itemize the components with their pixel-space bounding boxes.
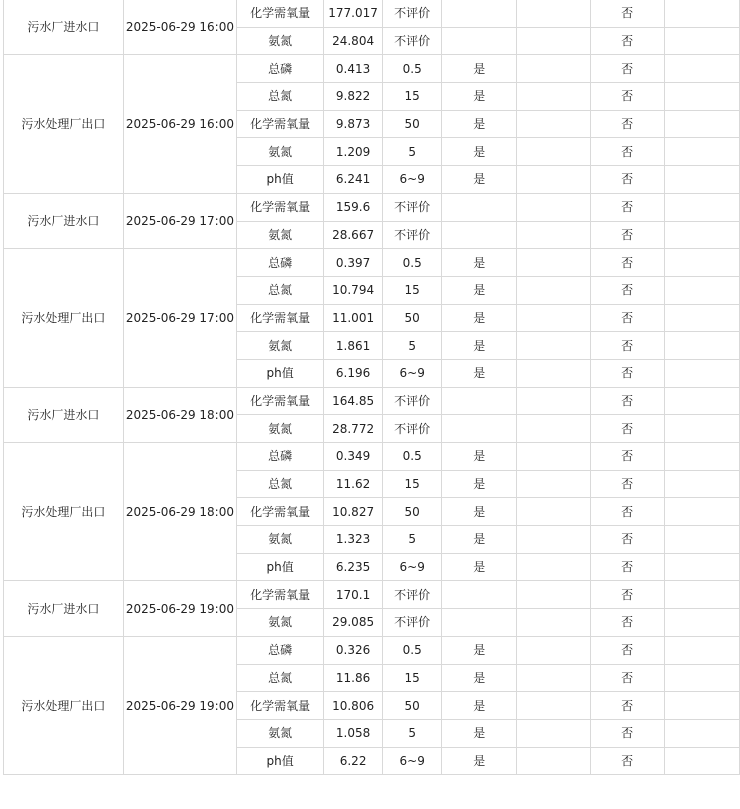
- empty-cell: [517, 747, 590, 775]
- exceed-cell: 否: [590, 221, 664, 249]
- exceed-cell: 否: [590, 692, 664, 720]
- empty-cell: [664, 692, 739, 720]
- value-cell: 170.1: [324, 581, 383, 609]
- exceed-cell: 否: [590, 719, 664, 747]
- standard-cell: 不评价: [383, 609, 442, 637]
- exceed-cell: 否: [590, 249, 664, 277]
- exceed-cell: 否: [590, 304, 664, 332]
- value-cell: 10.827: [324, 498, 383, 526]
- time-cell: 2025-06-29 19:00: [123, 636, 236, 774]
- standard-cell: 6~9: [383, 553, 442, 581]
- compliant-cell: [442, 581, 517, 609]
- value-cell: 6.196: [324, 359, 383, 387]
- standard-cell: 50: [383, 692, 442, 720]
- standard-cell: 6~9: [383, 359, 442, 387]
- exceed-cell: 否: [590, 55, 664, 83]
- empty-cell: [517, 332, 590, 360]
- site-cell: 污水厂进水口: [4, 0, 124, 55]
- value-cell: 28.772: [324, 415, 383, 443]
- value-cell: 0.413: [324, 55, 383, 83]
- compliant-cell: [442, 221, 517, 249]
- time-cell: 2025-06-29 18:00: [123, 387, 236, 442]
- item-cell: 总磷: [237, 636, 324, 664]
- compliant-cell: [442, 387, 517, 415]
- standard-cell: 15: [383, 83, 442, 111]
- empty-cell: [517, 443, 590, 471]
- time-cell: 2025-06-29 16:00: [123, 0, 236, 55]
- table-row: [4, 193, 740, 221]
- item-cell: ph值: [237, 553, 324, 581]
- exceed-cell: 否: [590, 387, 664, 415]
- standard-cell: 15: [383, 664, 442, 692]
- exceed-cell: 否: [590, 193, 664, 221]
- item-cell: 化学需氧量: [237, 304, 324, 332]
- value-cell: 1.058: [324, 719, 383, 747]
- empty-cell: [664, 719, 739, 747]
- empty-cell: [664, 581, 739, 609]
- table-row: [4, 249, 740, 277]
- empty-cell: [664, 359, 739, 387]
- value-cell: 11.62: [324, 470, 383, 498]
- empty-cell: [664, 443, 739, 471]
- value-cell: 0.397: [324, 249, 383, 277]
- compliant-cell: [442, 609, 517, 637]
- empty-cell: [517, 470, 590, 498]
- item-cell: 总氮: [237, 470, 324, 498]
- exceed-cell: 否: [590, 276, 664, 304]
- site-cell: 污水处理厂出口: [4, 636, 124, 774]
- item-cell: 氨氮: [237, 609, 324, 637]
- value-cell: 6.241: [324, 166, 383, 194]
- empty-cell: [664, 387, 739, 415]
- standard-cell: 0.5: [383, 249, 442, 277]
- item-cell: ph值: [237, 359, 324, 387]
- standard-cell: 5: [383, 332, 442, 360]
- empty-cell: [517, 138, 590, 166]
- empty-cell: [664, 747, 739, 775]
- item-cell: 氨氮: [237, 332, 324, 360]
- standard-cell: 15: [383, 470, 442, 498]
- exceed-cell: 否: [590, 664, 664, 692]
- empty-cell: [517, 719, 590, 747]
- item-cell: 化学需氧量: [237, 387, 324, 415]
- empty-cell: [664, 609, 739, 637]
- compliant-cell: 是: [442, 664, 517, 692]
- exceed-cell: 否: [590, 83, 664, 111]
- compliant-cell: 是: [442, 110, 517, 138]
- empty-cell: [517, 359, 590, 387]
- empty-cell: [517, 55, 590, 83]
- value-cell: 0.349: [324, 443, 383, 471]
- empty-cell: [664, 193, 739, 221]
- standard-cell: 50: [383, 498, 442, 526]
- exceed-cell: 否: [590, 27, 664, 55]
- compliant-cell: 是: [442, 553, 517, 581]
- empty-cell: [517, 276, 590, 304]
- value-cell: 0.326: [324, 636, 383, 664]
- compliant-cell: 是: [442, 719, 517, 747]
- exceed-cell: 否: [590, 470, 664, 498]
- site-cell: 污水厂进水口: [4, 581, 124, 636]
- exceed-cell: 否: [590, 553, 664, 581]
- standard-cell: 50: [383, 110, 442, 138]
- standard-cell: 0.5: [383, 443, 442, 471]
- empty-cell: [664, 276, 739, 304]
- empty-cell: [664, 553, 739, 581]
- item-cell: 化学需氧量: [237, 193, 324, 221]
- item-cell: 化学需氧量: [237, 498, 324, 526]
- table-body: [4, 0, 740, 775]
- standard-cell: 不评价: [383, 193, 442, 221]
- compliant-cell: [442, 27, 517, 55]
- time-cell: 2025-06-29 18:00: [123, 443, 236, 581]
- empty-cell: [517, 83, 590, 111]
- empty-cell: [517, 221, 590, 249]
- compliant-cell: 是: [442, 276, 517, 304]
- empty-cell: [664, 249, 739, 277]
- item-cell: 总氮: [237, 664, 324, 692]
- empty-cell: [664, 304, 739, 332]
- time-cell: 2025-06-29 19:00: [123, 581, 236, 636]
- standard-cell: 6~9: [383, 747, 442, 775]
- standard-cell: 不评价: [383, 0, 442, 27]
- empty-cell: [664, 332, 739, 360]
- empty-cell: [517, 553, 590, 581]
- site-cell: 污水厂进水口: [4, 193, 124, 248]
- compliant-cell: 是: [442, 443, 517, 471]
- value-cell: 9.822: [324, 83, 383, 111]
- empty-cell: [517, 166, 590, 194]
- empty-cell: [664, 55, 739, 83]
- compliant-cell: 是: [442, 498, 517, 526]
- empty-cell: [517, 609, 590, 637]
- exceed-cell: 否: [590, 581, 664, 609]
- empty-cell: [664, 636, 739, 664]
- empty-cell: [517, 692, 590, 720]
- empty-cell: [517, 110, 590, 138]
- item-cell: 化学需氧量: [237, 581, 324, 609]
- empty-cell: [517, 304, 590, 332]
- item-cell: 氨氮: [237, 27, 324, 55]
- exceed-cell: 否: [590, 747, 664, 775]
- item-cell: 氨氮: [237, 138, 324, 166]
- item-cell: 化学需氧量: [237, 110, 324, 138]
- empty-cell: [517, 664, 590, 692]
- value-cell: 1.209: [324, 138, 383, 166]
- compliant-cell: 是: [442, 359, 517, 387]
- exceed-cell: 否: [590, 110, 664, 138]
- compliant-cell: 是: [442, 636, 517, 664]
- table-row: [4, 443, 740, 471]
- value-cell: 11.86: [324, 664, 383, 692]
- standard-cell: 5: [383, 526, 442, 554]
- empty-cell: [664, 0, 739, 27]
- standard-cell: 不评价: [383, 581, 442, 609]
- compliant-cell: 是: [442, 526, 517, 554]
- site-cell: 污水处理厂出口: [4, 443, 124, 581]
- site-cell: 污水处理厂出口: [4, 249, 124, 387]
- empty-cell: [517, 636, 590, 664]
- exceed-cell: 否: [590, 498, 664, 526]
- compliant-cell: 是: [442, 83, 517, 111]
- monitoring-table: [3, 0, 740, 775]
- compliant-cell: [442, 0, 517, 27]
- empty-cell: [517, 249, 590, 277]
- table-row: [4, 636, 740, 664]
- empty-cell: [664, 664, 739, 692]
- exceed-cell: 否: [590, 359, 664, 387]
- standard-cell: 0.5: [383, 55, 442, 83]
- site-cell: 污水处理厂出口: [4, 55, 124, 193]
- standard-cell: 50: [383, 304, 442, 332]
- empty-cell: [664, 27, 739, 55]
- table-row: [4, 55, 740, 83]
- exceed-cell: 否: [590, 138, 664, 166]
- empty-cell: [517, 0, 590, 27]
- exceed-cell: 否: [590, 636, 664, 664]
- item-cell: ph值: [237, 747, 324, 775]
- item-cell: 总磷: [237, 55, 324, 83]
- compliant-cell: 是: [442, 304, 517, 332]
- item-cell: 化学需氧量: [237, 0, 324, 27]
- item-cell: 化学需氧量: [237, 692, 324, 720]
- value-cell: 29.085: [324, 609, 383, 637]
- compliant-cell: 是: [442, 692, 517, 720]
- value-cell: 6.235: [324, 553, 383, 581]
- item-cell: 总磷: [237, 443, 324, 471]
- value-cell: 10.806: [324, 692, 383, 720]
- table-row: [4, 387, 740, 415]
- compliant-cell: [442, 415, 517, 443]
- compliant-cell: 是: [442, 138, 517, 166]
- standard-cell: 0.5: [383, 636, 442, 664]
- compliant-cell: 是: [442, 747, 517, 775]
- value-cell: 1.861: [324, 332, 383, 360]
- standard-cell: 5: [383, 719, 442, 747]
- item-cell: 总氮: [237, 276, 324, 304]
- exceed-cell: 否: [590, 609, 664, 637]
- exceed-cell: 否: [590, 526, 664, 554]
- time-cell: 2025-06-29 17:00: [123, 193, 236, 248]
- item-cell: 氨氮: [237, 415, 324, 443]
- value-cell: 9.873: [324, 110, 383, 138]
- compliant-cell: 是: [442, 470, 517, 498]
- empty-cell: [517, 415, 590, 443]
- value-cell: 6.22: [324, 747, 383, 775]
- empty-cell: [664, 110, 739, 138]
- compliant-cell: 是: [442, 55, 517, 83]
- empty-cell: [517, 387, 590, 415]
- time-cell: 2025-06-29 16:00: [123, 55, 236, 193]
- standard-cell: 6~9: [383, 166, 442, 194]
- value-cell: 28.667: [324, 221, 383, 249]
- value-cell: 24.804: [324, 27, 383, 55]
- empty-cell: [664, 415, 739, 443]
- compliant-cell: [442, 193, 517, 221]
- item-cell: ph值: [237, 166, 324, 194]
- exceed-cell: 否: [590, 443, 664, 471]
- compliant-cell: 是: [442, 249, 517, 277]
- time-cell: 2025-06-29 17:00: [123, 249, 236, 387]
- item-cell: 氨氮: [237, 719, 324, 747]
- standard-cell: 不评价: [383, 27, 442, 55]
- empty-cell: [517, 193, 590, 221]
- standard-cell: 不评价: [383, 415, 442, 443]
- empty-cell: [517, 581, 590, 609]
- empty-cell: [664, 166, 739, 194]
- value-cell: 177.017: [324, 0, 383, 27]
- empty-cell: [664, 221, 739, 249]
- item-cell: 总氮: [237, 83, 324, 111]
- empty-cell: [664, 498, 739, 526]
- value-cell: 10.794: [324, 276, 383, 304]
- empty-cell: [517, 526, 590, 554]
- standard-cell: 15: [383, 276, 442, 304]
- value-cell: 164.85: [324, 387, 383, 415]
- site-cell: 污水厂进水口: [4, 387, 124, 442]
- exceed-cell: 否: [590, 415, 664, 443]
- empty-cell: [664, 83, 739, 111]
- item-cell: 氨氮: [237, 221, 324, 249]
- compliant-cell: 是: [442, 166, 517, 194]
- item-cell: 氨氮: [237, 526, 324, 554]
- standard-cell: 不评价: [383, 387, 442, 415]
- standard-cell: 不评价: [383, 221, 442, 249]
- exceed-cell: 否: [590, 166, 664, 194]
- empty-cell: [517, 27, 590, 55]
- value-cell: 159.6: [324, 193, 383, 221]
- table-row: [4, 581, 740, 609]
- empty-cell: [517, 498, 590, 526]
- table-row: [4, 0, 740, 27]
- empty-cell: [664, 470, 739, 498]
- compliant-cell: 是: [442, 332, 517, 360]
- exceed-cell: 否: [590, 0, 664, 27]
- empty-cell: [664, 138, 739, 166]
- exceed-cell: 否: [590, 332, 664, 360]
- value-cell: 1.323: [324, 526, 383, 554]
- value-cell: 11.001: [324, 304, 383, 332]
- standard-cell: 5: [383, 138, 442, 166]
- empty-cell: [664, 526, 739, 554]
- item-cell: 总磷: [237, 249, 324, 277]
